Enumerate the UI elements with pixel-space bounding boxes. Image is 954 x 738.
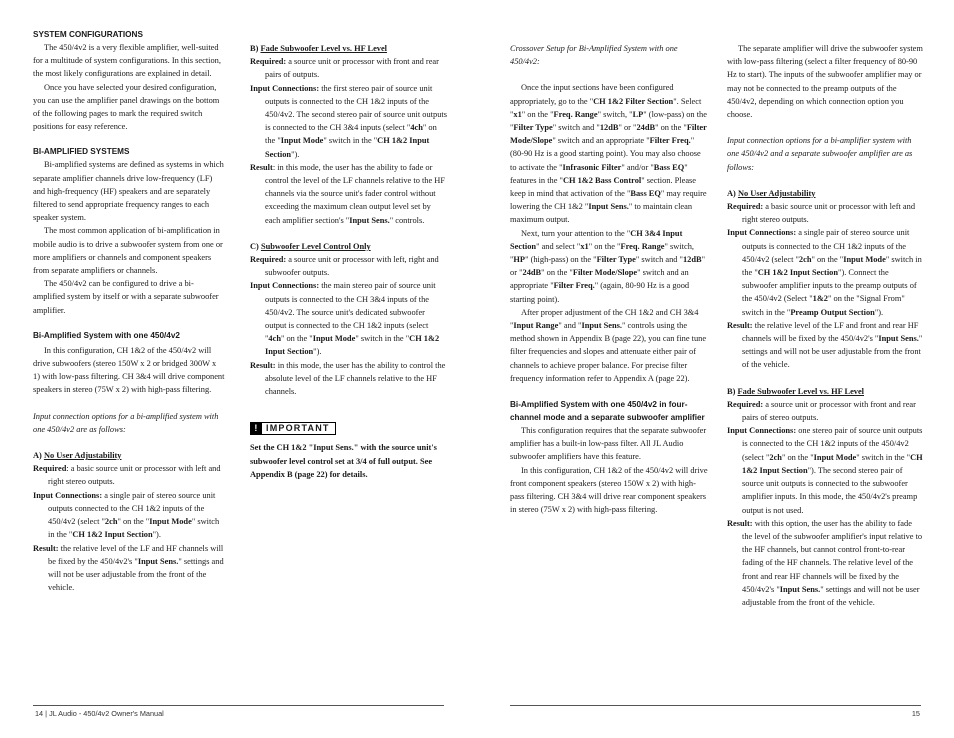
paragraph: Once you have selected your desired configuration, you can use the amplifier panel drawings on the bottom of the following pages to mark the required switch positions for easy reference.	[33, 82, 220, 132]
paragraph: Bi-amplified systems are defined as systems in which separate amplifier channels drive low-frequency (LF) and high-frequency (HF) speakers and are separately filtered to send appropriate frequency ranges to each speaker system.	[33, 160, 224, 223]
important-note: Set the CH 1&2 "Input Sens." with the source unit's subwoofer level control set at 3/4 of full output. See Appendix B (page 22) for details.	[250, 443, 437, 479]
paragraph: The most common application of bi-amplification in mobile audio is to drive a subwoofer system from one or more amplifiers or channels and component speakers from separate amplifiers or channels.	[33, 226, 223, 276]
column-1	[33, 29, 225, 594]
paragraph: In this configuration, CH 1&2 of the 450/4v2 will drive front component speakers (stereo 150W x 2) with high-pass filtering. CH 3&4 will drive rear component speakers in stereo (75W x 2) with high-pass filtering.	[510, 465, 708, 515]
option-a-heading: A) No User Adjustability	[727, 188, 816, 198]
subsection-heading: Bi-Amplified System with one 450/4v2 in four-channel mode and a separate subwoofer amplifier	[510, 400, 705, 423]
footer-left	[35, 709, 164, 718]
option-b-heading: B) Fade Subwoofer Level vs. HF Level	[727, 386, 865, 396]
result-line: Result: the relative level of the LF and front and rear HF channels will be fixed by the 450/4v2's "Input Sens." settings and will not be user adjustable from the front of the vehicle.	[727, 320, 923, 370]
column-2	[250, 42, 448, 481]
option-a-heading: A) No User Adjustability	[33, 451, 122, 461]
result-line: Result: with this option, the user has the ability to fade the level of the subwoofer amplifier's input relative to the HF channels, but cannot control front-to-rear fading of the HF channels. The relative level of the front and rear HF channels will be fixed by the 450/4v2's "Input Sens." settings and will not be user adjustable from the front of the vehicle.	[727, 518, 923, 607]
footer-rule-right	[510, 705, 921, 706]
result-line: Result: in this mode, the user has the ability to fade or control the level of the LF channels relative to the HF channels via the source unit's fader control without exceeding the maximum clean output level set by each amplifier section's "Input Sens." controls.	[250, 162, 446, 225]
page-number: 14	[35, 709, 44, 718]
option-b-heading: B) Fade Subwoofer Level vs. HF Level	[250, 44, 388, 53]
required-line: Required: a basic source unit or processor with left and right stereo outputs.	[727, 202, 916, 225]
column-3	[510, 42, 708, 517]
required-line: Required: a source unit or processor with front and rear pairs of outputs.	[250, 57, 439, 80]
input-connections: Input Connections: a single pair of stereo source unit outputs connected to the CH 1&2 inputs of the 450/4v2 (select "2ch" on the "Input Mode" switch in the "CH 1&2 Input Section").	[33, 490, 220, 540]
paragraph: Next, turn your attention to the "CH 3&4 Input Section" and select "x1" on the "Freq. Range" switch, "HP" (high-pass) on the "Filter Type" switch and "12dB" or "24dB" on the "Filter Mode/Slope" switch and an appropriate "Filter Freq." (again, 80-90 Hz is a good starting point).	[510, 228, 705, 304]
paragraph: After proper adjustment of the CH 1&2 and CH 3&4 "Input Range" and "Input Sens." controls using the method shown in Appendix B (page 22), you can fine tune filter frequencies and slopes and attenuate either pair of channels to achieve proper balance. For precise filter frequency information refer to Appendix A (page 22).	[510, 307, 707, 383]
paragraph: In this configuration, CH 1&2 of the 450/4v2 will drive subwoofers (stereo 150W x 2 or bridged 300W x 1) with low-pass filtering. CH 3&4 will drive component speakers in stereo (75W x 2) with high-pass filtering.	[33, 345, 225, 395]
italic-intro: Input connection options for a bi-amplifier system with one 450/4v2 and a separate subwoofer amplifier are as follows:	[727, 136, 913, 172]
input-connections: Input Connections: a single pair of stereo source unit outputs is connected to the CH 1&2 inputs of the 450/4v2 (select "2ch" on the "Input Mode" switch in the "CH 1&2 Input Section"). Connect the subwoofer amplifier inputs to the preamp outputs of the 450/4v2 (Select "1&2" on the "Signal From" switch in the "Preamp Output Section").	[727, 228, 922, 317]
input-connections: Input Connections: one stereo pair of source unit outputs is connected to the CH 1&2 inputs of the 450/4v2 (select "2ch" on the "Input Mode" switch in the "CH 1&2 Input Section"). The second stereo pair of source unit outputs is connected to the subwoofer amplifier inputs. In this mode, the 450/4v2's preamp output is not used.	[727, 426, 923, 515]
required-line: Required: a basic source unit or processor with left and right stereo outputs.	[33, 464, 221, 487]
italic-intro: Crossover Setup for Bi-Amplified System with one 450/4v2:	[510, 44, 678, 67]
input-connections: Input Connections: the first stereo pair of source unit outputs is connected to the CH 1&2 inputs of the 450/4v2. The second stereo pair of source unit outputs is connected to the CH 3&4 inputs (select "4ch" on the "Input Mode" switch in the "CH 1&2 Input Section").	[250, 83, 447, 159]
section-heading: BI-AMPLIFIED SYSTEMS	[33, 147, 130, 157]
paragraph: Once the input sections have been configured appropriately, go to the "CH 1&2 Filter Section". Select "x1" on the "Freq. Range" switch, "LP" (low-pass) on the "Filter Type" switch and "12dB" or "24dB" on the "Filter Mode/Slope" switch and an appropriate "Filter Freq." (80-90 Hz is a good starting point). You may also choose to activate the "Infrasonic Filter" and/or "Bass EQ" features in the "CH 1&2 Bass Control" section. Please keep in mind that activation of the "Bass EQ" may require lowering the CH 1&2 "Input Sens." to maintain clean maximum output.	[510, 83, 707, 225]
exclamation-icon: !	[251, 423, 262, 434]
section-heading: SYSTEM CONFIGURATIONS	[33, 30, 143, 39]
result-line: Result: in this mode, the user has the ability to control the absolute level of the LF channels relative to the HF channels.	[250, 360, 446, 397]
footer-rule-left	[33, 705, 444, 706]
paragraph: The 450/4v2 can be configured to drive a bi-amplified system by itself or with a separate subwoofer amplifier.	[33, 279, 219, 315]
required-line: Required: a source unit or processor with left, right and subwoofer outputs.	[250, 255, 439, 278]
column-4	[727, 42, 923, 609]
page-number: 15	[911, 709, 920, 718]
input-connections: Input Connections: the main stereo pair of source unit outputs is connected to the CH 3&4 inputs of the 450/4v2. The source unit's dedicated subwoofer output is connected to the CH 1&2 inputs (select "4ch" on the "Input Mode" switch in the "CH 1&2 Input Section").	[250, 281, 440, 357]
required-line: Required: a source unit or processor with front and rear pairs of stereo outputs.	[727, 399, 916, 423]
result-line: Result: the relative level of the LF and HF channels will be fixed by the 450/4v2's "Input Sens." settings and will not be user adjustable from the front of the vehicle.	[33, 543, 224, 593]
important-badge: ! IMPORTANT	[250, 422, 336, 435]
paragraph: The separate amplifier will drive the subwoofer system with low-pass filtering (select a filter frequency of 80-90 Hz to start). The inputs of the subwoofer amplifier may or may not be connected to the preamp outputs of the 450/4v2, depending on which connection option you choose.	[727, 44, 923, 120]
italic-intro: Input connection options for a bi-amplified system with one 450/4v2 are as follows:	[33, 411, 219, 434]
option-c-heading: C) Subwoofer Level Control Only	[250, 241, 371, 251]
footer-title: | JL Audio - 450/4v2 Owner's Manual	[45, 709, 164, 718]
subsection-heading: Bi-Amplified System with one 450/4v2	[33, 330, 180, 340]
paragraph: The 450/4v2 is a very flexible amplifier, well-suited for a multitude of system configurations. In this section, the most likely configurations are explained in detail.	[33, 43, 221, 79]
paragraph: This configuration requires that the separate subwoofer amplifier has a built-in low-pass filter. All JL Audio subwoofer amplifiers have this feature.	[510, 426, 707, 462]
